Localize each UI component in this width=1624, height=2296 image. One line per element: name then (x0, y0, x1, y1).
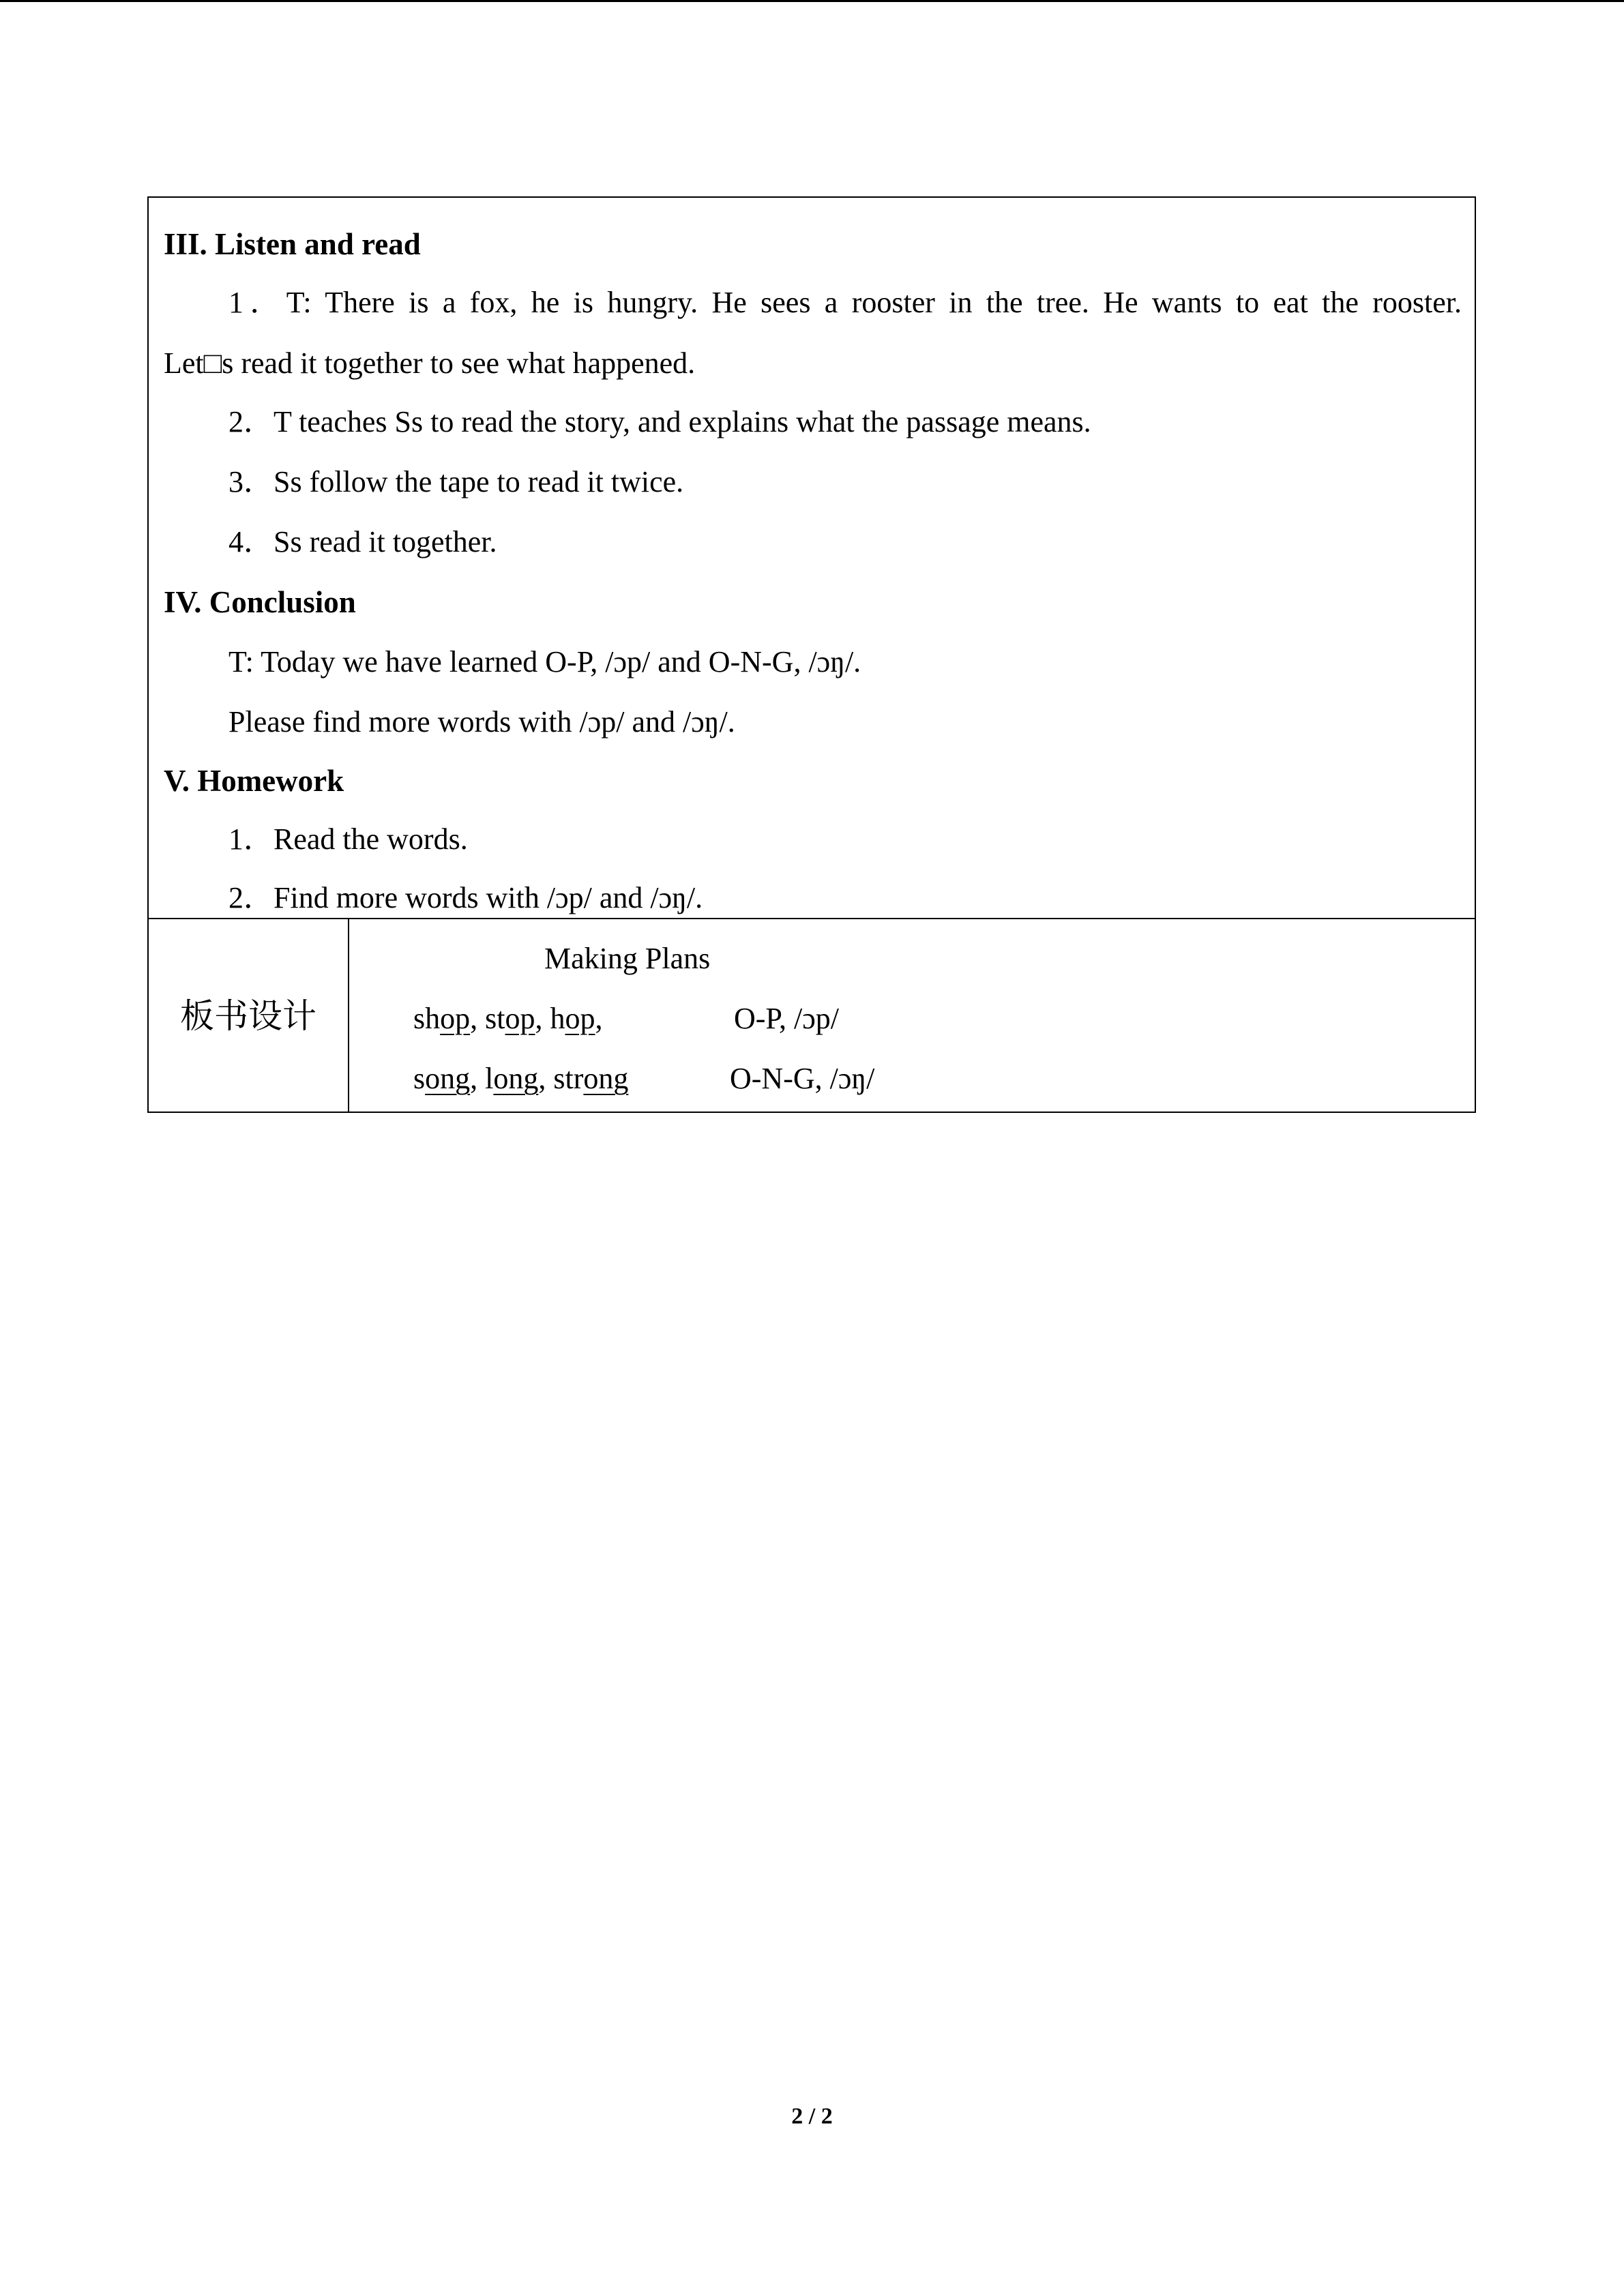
listen-item-1-line-2: Let□s read it together to see what happened. (164, 346, 696, 380)
word-shop: shop, (413, 1002, 486, 1035)
word-song: song, (413, 1062, 486, 1095)
word-stop: stop, (485, 1002, 550, 1035)
board-design-row (149, 919, 1475, 1113)
listen-read-heading: III. Listen and read (164, 227, 421, 261)
procedure-cell (149, 198, 1475, 919)
lesson-plan-table (147, 196, 1476, 1113)
listen-item-2: 2．T teaches Ss to read the story, and explains what the passage means. (228, 405, 1091, 438)
conclusion-line-1: T: Today we have learned O-P, /ɔp/ and O-N-G, /ɔŋ/. (228, 645, 861, 679)
board-row-1-words (413, 1001, 602, 1037)
homework-item-1: 1．Read the words. (228, 822, 468, 856)
board-row-2-words (413, 1061, 628, 1097)
word-strong: strong (553, 1062, 629, 1095)
top-border-line (0, 0, 1624, 2)
listen-item-4: 4．Ss read it together. (228, 525, 497, 558)
conclusion-line-2: Please find more words with /ɔp/ and /ɔŋ/. (228, 705, 735, 739)
board-title: Making Plans (544, 942, 711, 975)
homework-item-2: 2．Find more words with /ɔp/ and /ɔŋ/. (228, 881, 703, 914)
board-row-2-rule: O-N-G, /ɔŋ/ (730, 1062, 875, 1095)
conclusion-heading: IV. Conclusion (164, 585, 356, 619)
word-long: long, (485, 1062, 554, 1095)
word-hop: hop, (550, 1002, 603, 1035)
board-row-1-rule: O-P, /ɔp/ (734, 1002, 839, 1035)
board-design-label-cell (149, 919, 349, 1113)
homework-heading: V. Homework (164, 764, 344, 798)
listen-item-3: 3．Ss follow the tape to read it twice. (228, 465, 684, 498)
board-design-label: 板书设计 (180, 996, 316, 1036)
listen-item-1-line-1: 1．T: There is a fox, he is hungry. He sees a rooster in the tree. He wants to eat the rooster. (228, 286, 1462, 319)
page-number: 2 / 2 (791, 2104, 833, 2129)
